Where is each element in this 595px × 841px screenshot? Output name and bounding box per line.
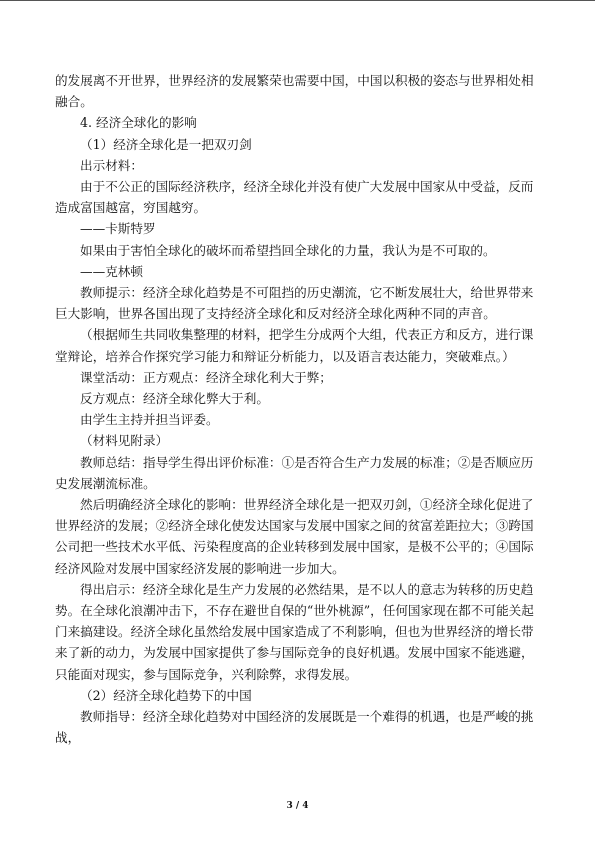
paragraph-teacher-hint: 教师提示：经济全球化趋势是不可阻挡的历史潮流，它不断发展壮大，给世界带来巨大影响，世界各国出现了支持经济全球化和反对经济全球化两种不同的声音。 <box>55 285 534 322</box>
paragraph-teacher-summary: 教师总结：指导学生得出评价标准：①是否符合生产力发展的标准；②是否顺应历史发展潮流标准。 <box>55 454 534 491</box>
paragraph-opposing-view: 反方观点：经济全球化弊大于利。 <box>80 391 269 407</box>
quote-clinton: 如果由于害怕全球化的破坏而希望挡回全球化的力量，我认为是不可取的。 <box>80 242 496 258</box>
quote-castro: 由于不公正的国际经济秩序，经济全球化并没有使广大发展中国家从中受益，反而造成富国越富，穷国越穷。 <box>55 179 534 216</box>
subsection-heading-china: （2）经济全球化趋势下的中国 <box>80 687 252 703</box>
paragraph-intro-continuation: 的发展离不开世界，世界经济的发展繁荣也需要中国，中国以积极的姿态与世界相处相融合。 <box>55 73 534 110</box>
paragraph-debate-note: （根据师生共同收集整理的材料，把学生分成两个大组，代表正方和反方，进行课堂辩论，培养合作探究学习能力和辩证分析能力，以及语言表达能力，突破难点。） <box>55 327 534 364</box>
paragraph-class-activity: 课堂活动：正方观点：经济全球化利大于弊； <box>80 369 332 385</box>
paragraph-clarify-impact: 然后明确经济全球化的影响：世界经济全球化是一把双刃剑，①经济全球化促进了世界经济的发展；②经济全球化使发达国家与发展中国家之间的贫富差距拉大；③跨国公司把一些技术水平低、污染程度高的企业转移到发展中国家，是极不公平的；④国际经济风险对发展中国家经济发展的影响进一步加大。 <box>55 497 534 576</box>
paragraph-teacher-guidance: 教师指导：经济全球化趋势对中国经济的发展既是一个难得的机遇，也是严峻的挑战， <box>55 709 534 746</box>
quote-attribution-castro: ——卡斯特罗 <box>80 221 156 237</box>
paragraph-show-material: 出示材料： <box>80 157 143 173</box>
document-body <box>55 70 537 749</box>
subsection-heading-double-edged: （1）经济全球化是一把双刃剑 <box>80 136 252 152</box>
paragraph-appendix-note: （材料见附录） <box>80 433 169 449</box>
quote-attribution-clinton: ——克林顿 <box>80 263 143 279</box>
top-border-line <box>0 0 595 1</box>
paragraph-student-host: 由学生主持并担当评委。 <box>80 412 219 428</box>
section-heading-impact: 4. 经济全球化的影响 <box>80 115 197 131</box>
paragraph-conclusion: 得出启示：经济全球化是生产力发展的必然结果，是不以人的意志为转移的历史趋势。在全球化浪潮冲击下，不存在避世自保的“世外桃源”，任何国家现在都不可能关起门来搞建设。经济全球化虽然给发展中国家造成了不利影响，但也为世界经济的增长带来了新的动力，为发展中国家提供了参与国际竞争的良好机遇。发展中国家不能逃避，只能面对现实，参与国际竞争，兴利除弊，求得发展。 <box>55 581 534 682</box>
page-number: 3 / 4 <box>286 801 309 811</box>
